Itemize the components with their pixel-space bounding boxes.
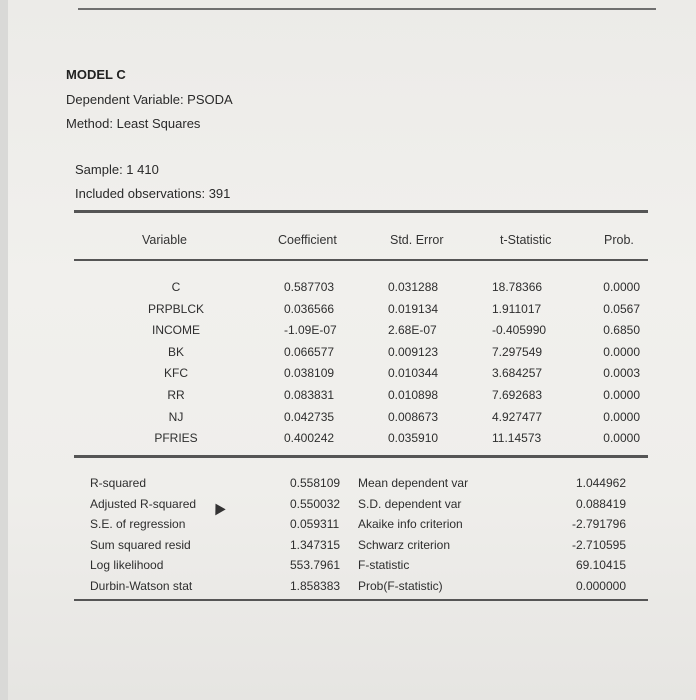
stat-label: Schwarz criterion [358, 537, 451, 552]
t-statistic-cell: 7.297549 [492, 344, 543, 359]
std-error-cell: 0.031288 [388, 280, 439, 294]
std-error-cell: 0.010898 [388, 388, 439, 402]
coefficient-cell: 0.036566 [284, 301, 335, 316]
t-statistic-cell: 18.78366 [492, 280, 543, 294]
stat-value: 0.059311 [290, 517, 340, 531]
std-error-cell: 0.035910 [388, 431, 439, 446]
model-title: MODEL C [66, 67, 126, 82]
stat-label: Mean dependent var [358, 476, 469, 490]
stat-value: -2.710595 [571, 537, 626, 552]
prob-cell: 0.6850 [603, 323, 640, 338]
t-statistic-cell: 11.14573 [492, 431, 542, 446]
mouse-cursor-icon [210, 501, 225, 516]
bottom-rule [74, 599, 648, 601]
variable-cell: C [171, 280, 181, 294]
std-error-cell: 2.68E-07 [388, 323, 437, 338]
column-header-variable: Variable [142, 233, 187, 247]
stat-value: 0.088419 [575, 496, 626, 511]
column-header-t-statistic: t-Statistic [500, 233, 552, 247]
header-rule [74, 259, 648, 261]
stat-value: 1.044962 [575, 476, 626, 490]
stat-label: Durbin-Watson stat [90, 578, 193, 593]
stats-rule [74, 455, 648, 458]
included-observations: Included observations: 391 [75, 186, 231, 201]
prob-cell: 0.0000 [603, 409, 640, 424]
coefficient-cell: 0.042735 [284, 409, 335, 424]
stat-value: 0.558109 [290, 476, 341, 490]
coefficient-cell: 0.400242 [284, 431, 335, 446]
stat-label: Akaike info criterion [358, 517, 463, 531]
prob-cell: 0.0000 [603, 388, 640, 402]
variable-cell: INCOME [152, 323, 200, 338]
stat-label: Log likelihood [90, 558, 164, 572]
column-header-coefficient: Coefficient [278, 233, 337, 247]
stat-value: -2.791796 [571, 517, 626, 531]
prob-cell: 0.0000 [603, 344, 640, 359]
stat-value: 69.10415 [575, 558, 626, 572]
variable-cell: KFC [164, 366, 188, 381]
stat-value: 0.550032 [290, 496, 341, 511]
variable-cell: PFRIES [154, 431, 198, 446]
stat-label: F-statistic [358, 558, 410, 572]
prob-cell: 0.0000 [603, 431, 640, 446]
stat-value: 0.000000 [575, 578, 626, 593]
variable-cell: BK [167, 344, 184, 359]
column-header-std-error: Std. Error [390, 233, 444, 247]
coefficient-cell: 0.083831 [284, 388, 335, 402]
variable-cell: RR [167, 388, 185, 402]
coefficient-cell: 0.587703 [284, 280, 335, 294]
top-rule [78, 8, 656, 10]
method: Method: Least Squares [66, 116, 201, 131]
variable-cell: NJ [168, 409, 184, 424]
std-error-cell: 0.010344 [388, 366, 439, 381]
stat-label: Prob(F-statistic) [358, 578, 443, 593]
t-statistic-cell: 4.927477 [492, 409, 543, 424]
coefficient-cell: -1.09E-07 [284, 323, 337, 338]
stat-label: S.D. dependent var [358, 496, 462, 511]
coefficient-cell: 0.066577 [284, 344, 335, 359]
stat-label: S.E. of regression [90, 517, 186, 531]
stat-value: 1.858383 [290, 578, 341, 593]
document-page [8, 0, 696, 700]
std-error-cell: 0.008673 [388, 409, 439, 424]
column-header-prob: Prob. [604, 233, 634, 247]
sample: Sample: 1 410 [75, 162, 159, 177]
stat-label: Adjusted R-squared [90, 496, 197, 511]
table-top-rule [74, 210, 648, 213]
std-error-cell: 0.019134 [388, 301, 439, 316]
coefficient-cell: 0.038109 [284, 366, 335, 381]
stat-label: Sum squared resid [90, 537, 191, 552]
prob-cell: 0.0000 [603, 280, 640, 294]
std-error-cell: 0.009123 [388, 344, 439, 359]
t-statistic-cell: 7.692683 [492, 388, 543, 402]
t-statistic-cell: -0.405990 [492, 323, 547, 338]
variable-cell: PRPBLCK [147, 301, 205, 316]
prob-cell: 0.0003 [603, 366, 640, 381]
stat-value: 1.347315 [290, 537, 341, 552]
t-statistic-cell: 3.684257 [492, 366, 543, 381]
prob-cell: 0.0567 [603, 301, 640, 316]
stat-value: 553.7961 [290, 558, 341, 572]
t-statistic-cell: 1.911017 [492, 301, 542, 316]
stat-label: R-squared [90, 476, 147, 490]
dependent-variable: Dependent Variable: PSODA [66, 92, 233, 107]
